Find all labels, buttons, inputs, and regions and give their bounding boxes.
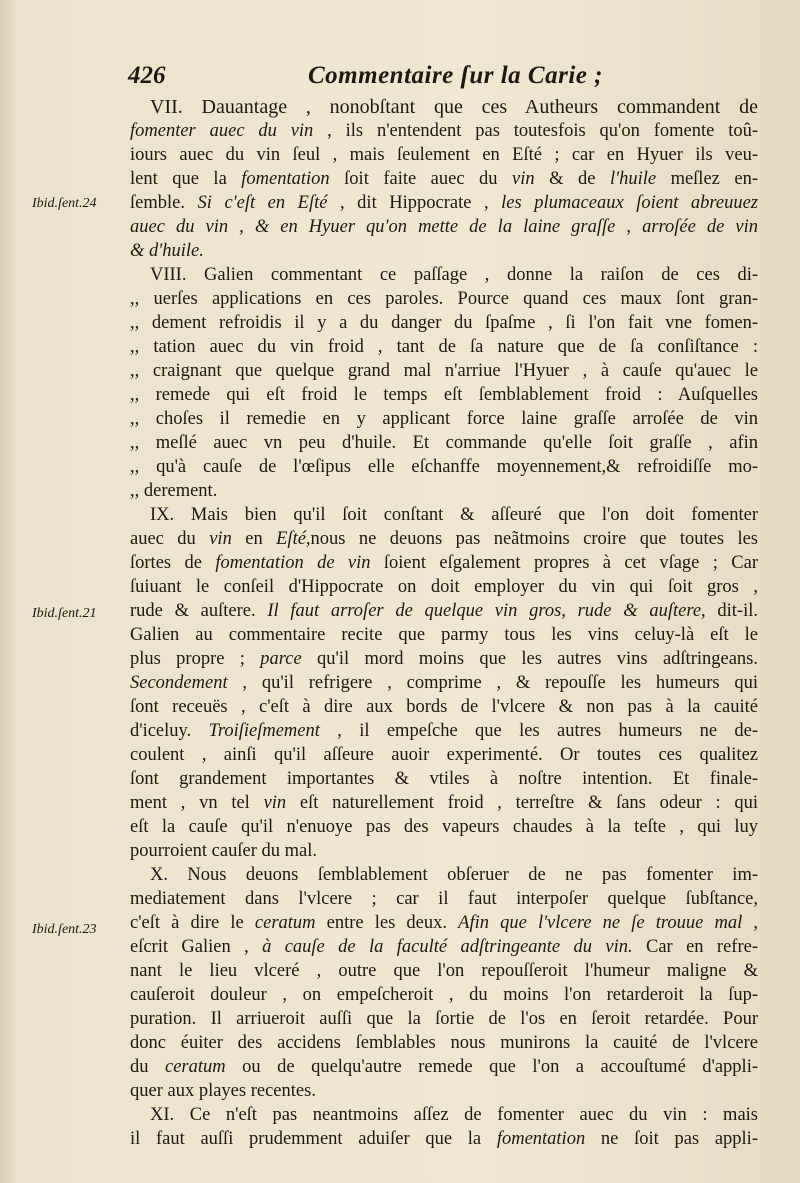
text-line [130, 191, 758, 215]
text-segment: entre les deux. [315, 913, 459, 933]
text-segment: du [130, 1057, 165, 1077]
text-segment: ne ſoit pas appli- [585, 1129, 758, 1149]
text-line [130, 431, 758, 455]
text-line [130, 719, 758, 743]
italic-segment: Eſté [276, 529, 306, 549]
text-segment: eſt naturellement froid , terreſtre & ſans odeur : qui [286, 793, 758, 813]
text-segment: qu'il mord moins que les autres vins adſtringeans. [301, 649, 758, 669]
italic-segment: parce [260, 649, 302, 669]
text-line [130, 599, 758, 623]
text-segment: ,, qu'à cauſe de l'œſipus elle eſchanffe moyennement,& refroidiſſe mo- [130, 457, 758, 477]
text-line [130, 959, 758, 983]
text-segment: ment , vn tel [130, 793, 264, 813]
running-title: Commentaire ſur la Carie ; [308, 62, 603, 89]
text-segment: , [742, 913, 758, 933]
text-line [130, 647, 758, 671]
text-line [130, 359, 758, 383]
text-segment: , ils n'entendent pas toutesfois qu'on fomente toû- [313, 121, 758, 141]
text-segment: Car en refre- [632, 937, 758, 957]
text-segment: lent que la [130, 169, 242, 189]
text-segment: & de [534, 169, 610, 189]
text-segment: IX. Mais bien qu'il ſoit conſtant & aſſeuré que l'on doit fomenter [150, 505, 758, 525]
text-line [130, 791, 758, 815]
text-line [130, 695, 758, 719]
text-segment: quer aux playes recentes. [130, 1081, 316, 1101]
text-line [130, 863, 758, 887]
text-segment: ſoit faite auec du [329, 169, 513, 189]
text-line [130, 887, 758, 911]
italic-segment: Afin que l'vlcere ne ſe trouue mal [458, 913, 743, 933]
text-segment: , qu'il refrigere , comprime , & repouſſe les humeurs qui [227, 673, 758, 693]
text-segment: ſont grandement importantes & vtiles à noſtre intention. Et finale- [130, 769, 758, 789]
text-segment: auec du [130, 529, 210, 549]
text-segment: ſoient eſgalement propres à cet vſage ; Car [370, 553, 758, 573]
margin-note: Ibid.ſent.24 [32, 196, 97, 211]
text-line [130, 1055, 758, 1079]
text-segment: iours auec du vin ſeul , mais ſeulement en Eſté ; car en Hyuer ils veu- [130, 145, 758, 165]
text-line [130, 1079, 758, 1103]
text-segment: ,, craignant que quelque grand mal n'arriue l'Hyuer , à cauſe qu'auec le [130, 361, 758, 381]
italic-segment: Secondement [130, 673, 228, 693]
text-segment: XI. Ce n'eſt pas neantmoins aſſez de fomenter auec du vin : mais [150, 1105, 758, 1125]
text-segment: puration. Il arriueroit auſſi que la ſortie de l'os en ſeroit retardée. Pour [130, 1009, 758, 1029]
text-line [130, 815, 758, 839]
text-segment: cauſeroit douleur , on empeſcheroit , du moins l'on retarderoit la ſup- [130, 985, 758, 1005]
text-segment: eſcrit Galien , [130, 937, 263, 957]
text-line [130, 1127, 758, 1151]
italic-segment: & d'huile. [130, 241, 204, 261]
text-line [130, 287, 758, 311]
text-line [130, 239, 758, 263]
text-segment: c'eſt à dire le [130, 913, 255, 933]
text-segment: ,, dement refroidis il y a du danger du ſpaſme , ſi l'on fait vne fomen- [130, 313, 758, 333]
text-segment: ſortes de [130, 553, 216, 573]
italic-segment: Il faut arroſer de quelque vin gros, rude & auſtere, [267, 601, 706, 621]
text-line [130, 119, 758, 143]
text-segment: plus propre ; [130, 649, 261, 669]
text-segment: mediatement dans l'vlcere ; car il faut interpoſer quelque ſubſtance, [130, 889, 758, 909]
text-segment: , dit Hippocrate , [327, 193, 502, 213]
text-segment: ,, tation auec du vin froid , tant de ſa nature que de ſa conſiſtance : [130, 337, 758, 357]
text-segment: ,, choſes il remedie en y applicant force laine graſſe arroſée de vin [130, 409, 758, 429]
text-line [130, 407, 758, 431]
text-segment: VIII. Galien commentant ce paſſage , donne la raiſon de ces di- [150, 265, 758, 285]
text-segment: d'iceluy. [130, 721, 209, 741]
text-segment: ,nous ne deuons pas neãtmoins croire que toutes les [305, 529, 758, 549]
italic-segment: vin [209, 529, 232, 549]
text-line [130, 143, 758, 167]
text-line [130, 383, 758, 407]
text-segment: pourroient cauſer du mal. [130, 841, 317, 861]
text-line [130, 551, 758, 575]
text-segment: ,, remede qui eſt froid le temps eſt ſemblablement froid : Auſquelles [130, 385, 758, 405]
text-segment: donc éuiter des accidens ſemblables nous munirons la cauité de l'vlcere [130, 1033, 758, 1053]
text-line [130, 983, 758, 1007]
text-segment: eſt la cauſe qu'il n'enuoye pas des vapeurs chaudes à la teſte , qui luy [130, 817, 758, 837]
text-line [130, 311, 758, 335]
italic-segment: fomentation [241, 169, 330, 189]
italic-segment: fomenter auec du vin [130, 121, 314, 141]
text-line [130, 935, 758, 959]
italic-segment: à cauſe de la faculté adſtringeante du vin. [262, 937, 633, 957]
text-segment: ſemble. [130, 193, 198, 213]
text-line [130, 479, 758, 503]
text-line [130, 623, 758, 647]
text-line [130, 95, 758, 119]
italic-segment: fomentation de vin [215, 553, 371, 573]
text-line [130, 527, 758, 551]
text-line [130, 767, 758, 791]
margin-note: Ibid.ſent.21 [32, 606, 97, 621]
italic-segment: vin [512, 169, 535, 189]
text-segment: rude & auſtere. [130, 601, 268, 621]
text-segment: il faut auſſi prudemment aduiſer que la [130, 1129, 497, 1149]
italic-segment: vin [263, 793, 287, 813]
text-line [130, 911, 758, 935]
italic-segment: auec du vin , & en Hyuer qu'on mette de la laine graſſe , arroſée de vin [130, 217, 758, 237]
text-line [130, 335, 758, 359]
margin-note: Ibid.ſent.23 [32, 922, 97, 937]
text-segment: ,, meſlé auec vn peu d'huile. Et commande qu'elle ſoit graſſe , afin [130, 433, 758, 453]
italic-segment: ceratum [165, 1057, 226, 1077]
text-segment: coulent , ainſi qu'il aſſeure auoir experimenté. Or toutes ces qualitez [130, 745, 758, 765]
text-line [130, 455, 758, 479]
italic-segment: les plumaceaux ſoient abreuuez [501, 193, 758, 213]
text-segment: ſuiuant le conſeil d'Hippocrate on doit employer du vin qui ſoit gros , [130, 577, 758, 597]
italic-segment: Troiſieſmement [208, 721, 320, 741]
text-segment: ou de quelqu'autre remede que l'on a accouſtumé d'appli- [225, 1057, 758, 1077]
text-segment: nant le lieu vlceré , outre que l'on repouſſeroit l'humeur maligne & [130, 961, 758, 981]
text-segment: VII. Dauantage , nonobſtant que ces Autheurs commandent de [150, 96, 758, 118]
text-line [130, 1103, 758, 1127]
text-segment: ,, derement. [130, 481, 218, 501]
text-segment: dit-il. [705, 601, 758, 621]
text-line [130, 263, 758, 287]
text-line [130, 1031, 758, 1055]
text-line [130, 503, 758, 527]
page-header [128, 58, 603, 98]
text-line [130, 839, 758, 863]
text-segment: meſlez en- [656, 169, 758, 189]
text-line [130, 1007, 758, 1031]
body-text [130, 95, 758, 1151]
text-line [130, 743, 758, 767]
italic-segment: fomentation [496, 1129, 586, 1149]
text-segment: ,, uerſes applications en ces paroles. Pource quand ces maux ſont gran- [130, 289, 758, 309]
text-line [130, 575, 758, 599]
text-line [130, 215, 758, 239]
text-segment: X. Nous deuons ſemblablement obſeruer de ne pas fomenter im- [150, 865, 758, 885]
text-segment: Galien au commentaire recite que parmy tous les vins celuy-là eſt le [130, 625, 758, 645]
text-line [130, 671, 758, 695]
page-number: 426 [128, 62, 166, 89]
italic-segment: Si c'eſt en Eſté [197, 193, 328, 213]
text-segment: en [231, 529, 277, 549]
italic-segment: ceratum [254, 913, 316, 933]
text-line [130, 167, 758, 191]
text-segment: , il empeſche que les autres humeurs ne de- [319, 721, 758, 741]
italic-segment: l'huile [609, 169, 657, 189]
text-segment: ſont receuës , c'eſt à dire aux bords de l'vlcere & non pas à la cauité [130, 697, 758, 717]
